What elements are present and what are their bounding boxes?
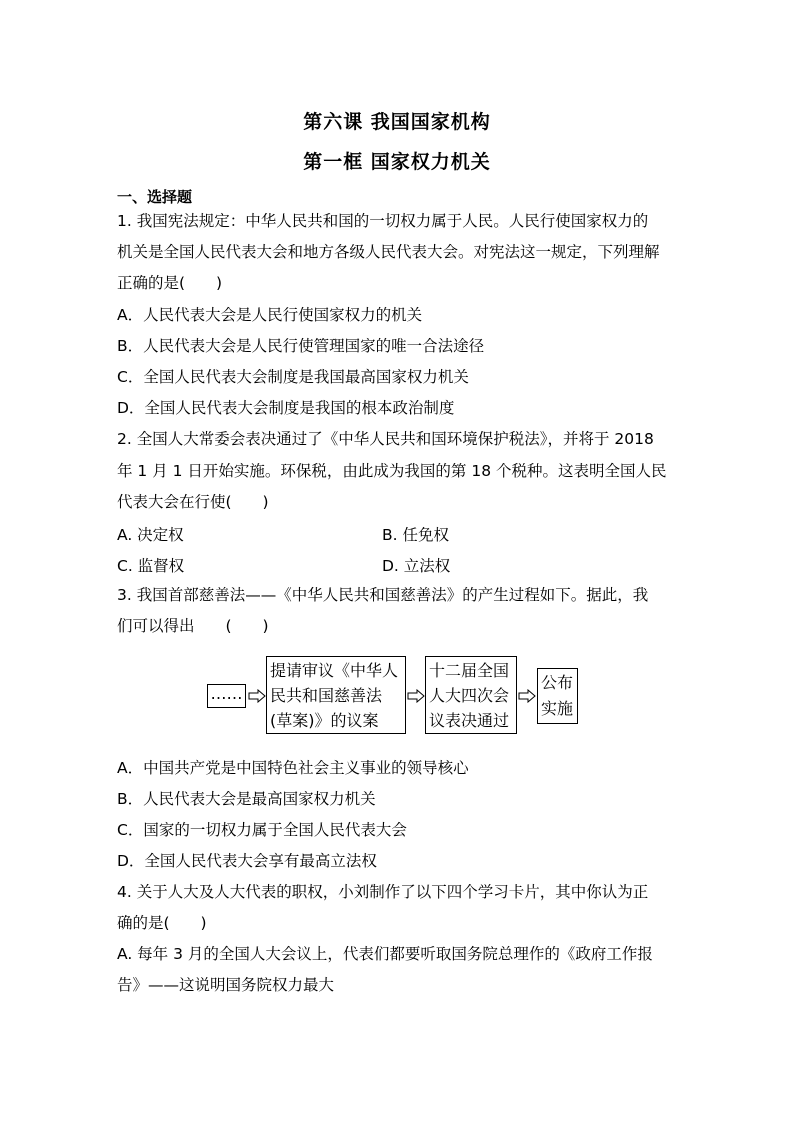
option-a: A．中国共产党是中国特色社会主义事业的领导核心 bbox=[117, 759, 469, 777]
question-text-line: 1. 我国宪法规定：中华人民共和国的一切权力属于人民。人民行使国家权力的 bbox=[117, 212, 649, 230]
option-d: D．全国人民代表大会制度是我国的根本政治制度 bbox=[117, 399, 455, 417]
flow-step-1-line: 提请审议《中华人 bbox=[270, 661, 399, 680]
section-heading: 一、选择题 bbox=[117, 188, 193, 206]
question-text-line: 2. 全国人大常委会表决通过了《中华人民共和国环境保护税法》，并将于 2018 bbox=[117, 430, 654, 448]
flow-step-1-box bbox=[266, 656, 406, 734]
flow-start-text: …… bbox=[210, 684, 243, 703]
flow-step-1-line: (草案)》的议案 bbox=[270, 711, 379, 730]
hollow-arrow-icon bbox=[518, 689, 536, 703]
option-a: A. 决定权 bbox=[117, 526, 184, 544]
option-b: B．人民代表大会是人民行使管理国家的唯一合法途径 bbox=[117, 337, 485, 355]
flow-step-3-line: 实施 bbox=[541, 699, 574, 718]
frame-title: 第一框 国家权力机关 bbox=[303, 151, 491, 173]
question-text-line: 正确的是( ) bbox=[117, 274, 223, 292]
flow-start-box bbox=[207, 684, 246, 708]
option-b: B．人民代表大会是最高国家权力机关 bbox=[117, 790, 376, 808]
hollow-arrow-icon bbox=[407, 689, 425, 703]
question-text-line: 代表大会在行使( ) bbox=[117, 493, 269, 511]
question-text-line: 4. 关于人大及人大代表的职权，小刘制作了以下四个学习卡片，其中你认为正 bbox=[117, 883, 649, 901]
option-a: A. 每年 3 月的全国人大会议上，代表们都要听取国务院总理作的《政府工作报 bbox=[117, 945, 653, 963]
flow-step-3-box bbox=[537, 668, 578, 724]
hollow-arrow-icon bbox=[248, 689, 266, 703]
flow-step-2-line: 议表决通过 bbox=[429, 711, 510, 730]
option-d: D. 立法权 bbox=[382, 557, 451, 575]
flow-step-2-line: 人大四次会 bbox=[429, 686, 510, 705]
option-a: A．人民代表大会是人民行使国家权力的机关 bbox=[117, 306, 423, 324]
flow-step-2-line: 十二届全国 bbox=[429, 661, 510, 680]
question-text-line: 们可以得出 ( ) bbox=[117, 617, 269, 635]
question-text-line: 年 1 月 1 日开始实施。环保税，由此成为我国的第 18 个税种。这表明全国人民 bbox=[117, 462, 667, 480]
flow-step-2-box bbox=[425, 656, 517, 734]
option-b: B. 任免权 bbox=[382, 526, 449, 544]
question-text-line: 3. 我国首部慈善法——《中华人民共和国慈善法》的产生过程如下。据此，我 bbox=[117, 586, 649, 604]
question-text-line: 机关是全国人民代表大会和地方各级人民代表大会。对宪法这一规定，下列理解 bbox=[117, 243, 660, 261]
flow-step-1-line: 民共和国慈善法 bbox=[270, 686, 383, 705]
flow-step-3-line: 公布 bbox=[541, 673, 574, 692]
option-d: D．全国人民代表大会享有最高立法权 bbox=[117, 852, 377, 870]
option-c: C．全国人民代表大会制度是我国最高国家权力机关 bbox=[117, 368, 469, 386]
option-a-continued: 告》——这说明国务院权力最大 bbox=[117, 976, 335, 994]
option-c: C. 监督权 bbox=[117, 557, 185, 575]
question-text-line: 确的是( ) bbox=[117, 914, 207, 932]
option-c: C．国家的一切权力属于全国人民代表大会 bbox=[117, 821, 407, 839]
lesson-title: 第六课 我国国家机构 bbox=[303, 111, 491, 133]
